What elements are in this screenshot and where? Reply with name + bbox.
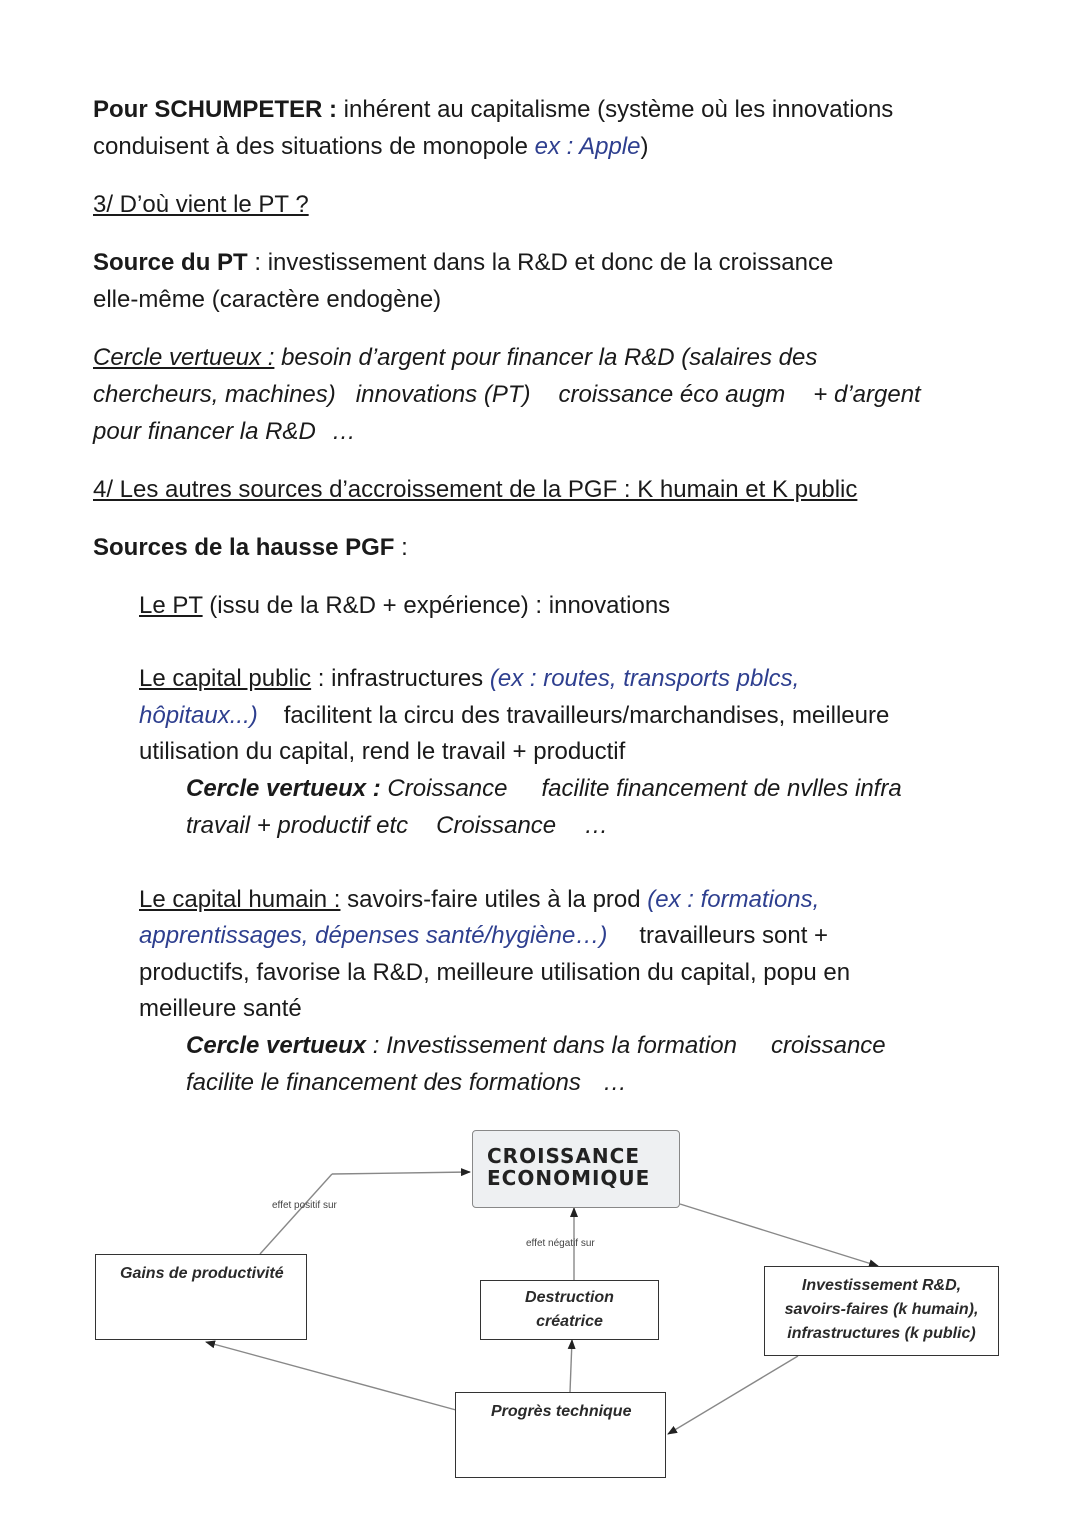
arrow-growth-to-invest xyxy=(680,1204,878,1266)
public-line-3: utilisation du capital, rend le travail + productif xyxy=(139,738,626,765)
schumpeter-line-1 xyxy=(93,92,893,128)
human-example-1: (ex : formations, xyxy=(647,886,820,913)
schumpeter-example: ex : Apple xyxy=(534,133,641,160)
destruction-box xyxy=(480,1280,659,1340)
human-circle-dots: … xyxy=(602,1069,629,1096)
sources-colon: : xyxy=(394,534,408,561)
human-circle-b: croissance xyxy=(770,1032,886,1059)
human-circle-label: Cercle vertueux xyxy=(186,1032,367,1059)
public-circle-a: Croissance xyxy=(380,775,508,802)
arrow-gains-to-growth xyxy=(260,1174,332,1254)
human-line-3: productifs, favorise la R&D, meilleure utilisation du capital, popu en xyxy=(139,959,851,986)
growth-box xyxy=(472,1130,680,1208)
pt-line xyxy=(139,588,670,624)
schumpeter-line-2 xyxy=(93,129,648,165)
human-text-1: savoirs-faire utiles à la prod xyxy=(340,886,648,913)
destruction-line-2: créatrice xyxy=(536,1313,603,1330)
arrow-progress-to-gains xyxy=(206,1342,456,1410)
human-line-1 xyxy=(139,882,819,918)
growth-line-2: ECONOMIQUE xyxy=(487,1166,651,1190)
progress-box xyxy=(455,1392,666,1478)
public-circle-line-2 xyxy=(186,808,610,844)
public-text-1: : infrastructures xyxy=(311,665,490,692)
human-circle-line-1 xyxy=(186,1028,886,1064)
public-text-2: facilitent la circu des travailleurs/marchandises, meilleure xyxy=(283,702,890,729)
circle-text-1: besoin d’argent pour financer la R&D (salaires des xyxy=(274,344,818,371)
investment-line-1: Investissement R&D, xyxy=(801,1277,962,1294)
human-label: Le capital humain : xyxy=(139,886,341,913)
effet-negatif-label: effet négatif sur xyxy=(526,1238,595,1249)
schumpeter-close: ) xyxy=(640,133,649,160)
gains-box xyxy=(95,1254,307,1340)
source-pt-line-2: elle-même (caractère endogène) xyxy=(93,286,442,313)
effet-positif-label: effet positif sur xyxy=(272,1200,337,1211)
gains-label: Gains de productivité xyxy=(120,1265,284,1282)
arrow-progress-to-destruction xyxy=(570,1340,572,1392)
human-text-2: travailleurs sont + xyxy=(639,922,829,949)
public-example-1: (ex : routes, transports pblcs, xyxy=(489,665,800,692)
section-4-title: 4/ Les autres sources d’accroissement de la PGF : K humain et K public xyxy=(93,476,858,503)
public-example-2: hôpitaux...) xyxy=(139,702,258,729)
human-line-4: meilleure santé xyxy=(139,995,302,1022)
source-pt-text-1: : investissement dans la R&D et donc de la croissance xyxy=(247,249,834,276)
human-line-2 xyxy=(139,918,828,954)
schumpeter-text-2: conduisent à des situations de monopole xyxy=(93,133,535,160)
growth-line-1: CROISSANCE xyxy=(487,1144,640,1168)
growth-diagram xyxy=(0,1120,1080,1500)
circle-dots: … xyxy=(331,418,358,445)
schumpeter-text-1: inhérent au capitalisme (système où les innovations xyxy=(337,96,894,123)
circle-part-a: chercheurs, machines) xyxy=(93,381,336,408)
source-pt-label: Source du PT xyxy=(93,249,248,276)
human-circle-c: facilite le financement des formations xyxy=(186,1069,581,1096)
destruction-line-1: Destruction xyxy=(525,1289,614,1306)
human-circle-a: : Investissement dans la formation xyxy=(366,1032,737,1059)
circle-part-e: pour financer la R&D xyxy=(93,418,316,445)
public-circle-line-1 xyxy=(186,771,902,807)
human-example-2: apprentissages, dépenses santé/hygiène…) xyxy=(139,922,608,949)
public-circle-label: Cercle vertueux : xyxy=(186,775,381,802)
schumpeter-label: Pour SCHUMPETER : xyxy=(93,96,338,123)
public-circle-dots: … xyxy=(584,812,611,839)
progress-label: Progrès technique xyxy=(491,1403,632,1420)
public-label: Le capital public xyxy=(139,665,312,692)
pt-text: (issu de la R&D + expérience) : innovations xyxy=(202,592,671,619)
public-circle-b: facilite financement de nvlles infra xyxy=(541,775,902,802)
investment-line-3: infrastructures (k public) xyxy=(787,1325,976,1342)
arrow-gains-to-growth-head xyxy=(332,1172,470,1174)
public-circle-d: Croissance xyxy=(436,812,557,839)
circle-part-b: innovations (PT) xyxy=(355,381,531,408)
sources-line xyxy=(93,530,408,566)
pt-label: Le PT xyxy=(139,592,203,619)
sources-label: Sources de la hausse PGF xyxy=(93,534,395,561)
circle-line-3 xyxy=(93,414,358,450)
circle-label: Cercle vertueux : xyxy=(93,344,275,371)
circle-line-1 xyxy=(93,340,817,376)
public-circle-c: travail + productif etc xyxy=(186,812,409,839)
section-3-title: 3/ D’où vient le PT ? xyxy=(93,191,309,218)
human-circle-line-2 xyxy=(186,1065,629,1101)
investment-line-2: savoirs-faires (k humain), xyxy=(784,1301,979,1318)
circle-part-d: + d’argent xyxy=(813,381,921,408)
circle-part-c: croissance éco augm xyxy=(558,381,786,408)
public-line-2 xyxy=(139,698,889,734)
public-line-1 xyxy=(139,661,799,697)
arrow-invest-to-progress xyxy=(668,1356,798,1434)
investment-box xyxy=(764,1266,999,1356)
circle-line-2 xyxy=(93,377,921,413)
source-pt-line-1 xyxy=(93,245,833,281)
